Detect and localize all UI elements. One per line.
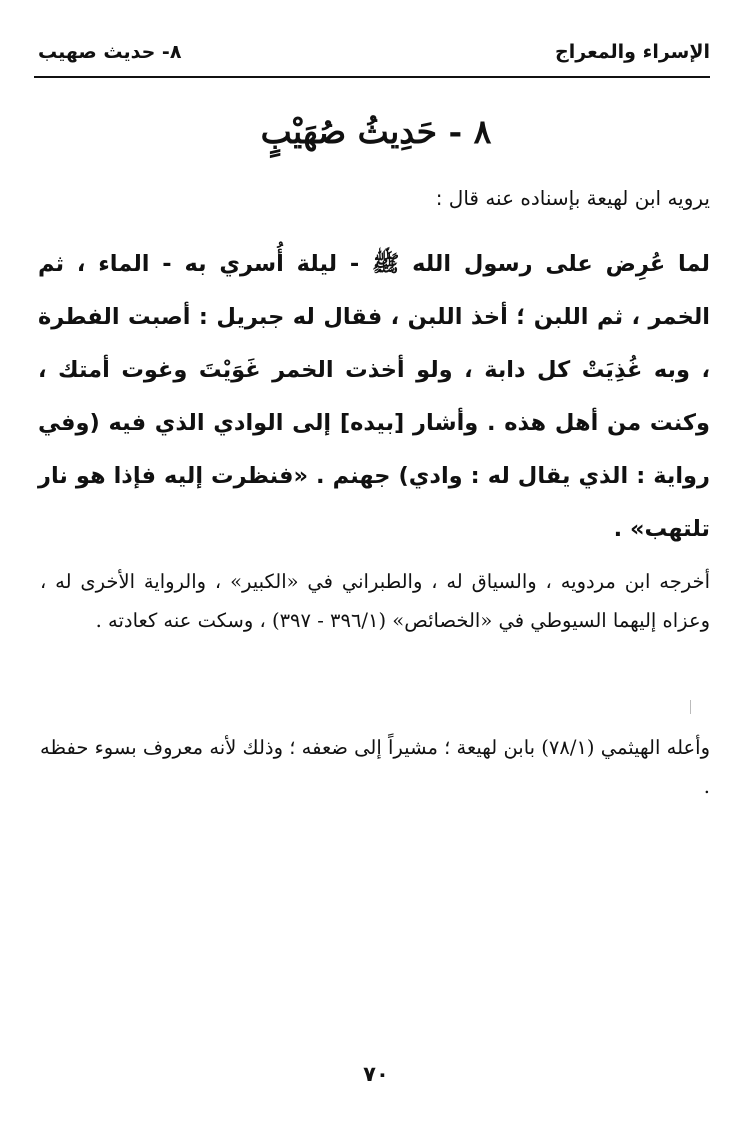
header-section-title: ٨- حديث صهيب <box>38 41 182 63</box>
hadith-paragraph: لما عُرِض على رسول الله ﷺ - ليلة أُسري به - الماء ، ثم الخمر ، ثم اللبن ؛ أخذ اللبن ، فقال له جبريل : أصبت الفطرة ، وبه غُذِيَتْ كل دابة ، ولو أخذت الخمر غَوَيْتَ وغوت أمتك ، وكنت من أهل هذه . وأشار [بيده] إلى الوادي الذي فيه (وفي رواية : الذي يقال له : وادي) جهنم . «فنظرت إليه فإذا هو نار تلتهب» . <box>38 251 710 542</box>
commentary-text: وأعله الهيثمي (٧٨/١) بابن لهيعة ؛ مشيراً إلى ضعفه ؛ وذلك لأنه معروف بسوء حفظه . <box>40 736 710 798</box>
hadith-text-block <box>38 238 710 556</box>
header-divider <box>34 76 710 78</box>
commentary-paragraph-2 <box>40 728 710 806</box>
margin-mark <box>690 700 691 714</box>
chapter-intro: يرويه ابن لهيعة بإسناده عنه قال : <box>435 186 710 210</box>
page-number: ٧٠ <box>363 1062 389 1086</box>
chapter-title: ٨ - حَدِيثُ صُهَيْبٍ <box>260 112 492 151</box>
header-book-title: الإسراء والمعراج <box>555 41 710 63</box>
commentary-paragraph-1 <box>40 562 710 640</box>
commentary-text: أخرجه ابن مردويه ، والسياق له ، والطبراني في «الكبير» ، والرواية الأخرى له ، وعزاه إليهما السيوطي في «الخصائص» (٣٩٦/١ - ٣٩٧) ، وسكت عنه كعادته . <box>40 570 710 632</box>
running-header <box>38 34 710 70</box>
